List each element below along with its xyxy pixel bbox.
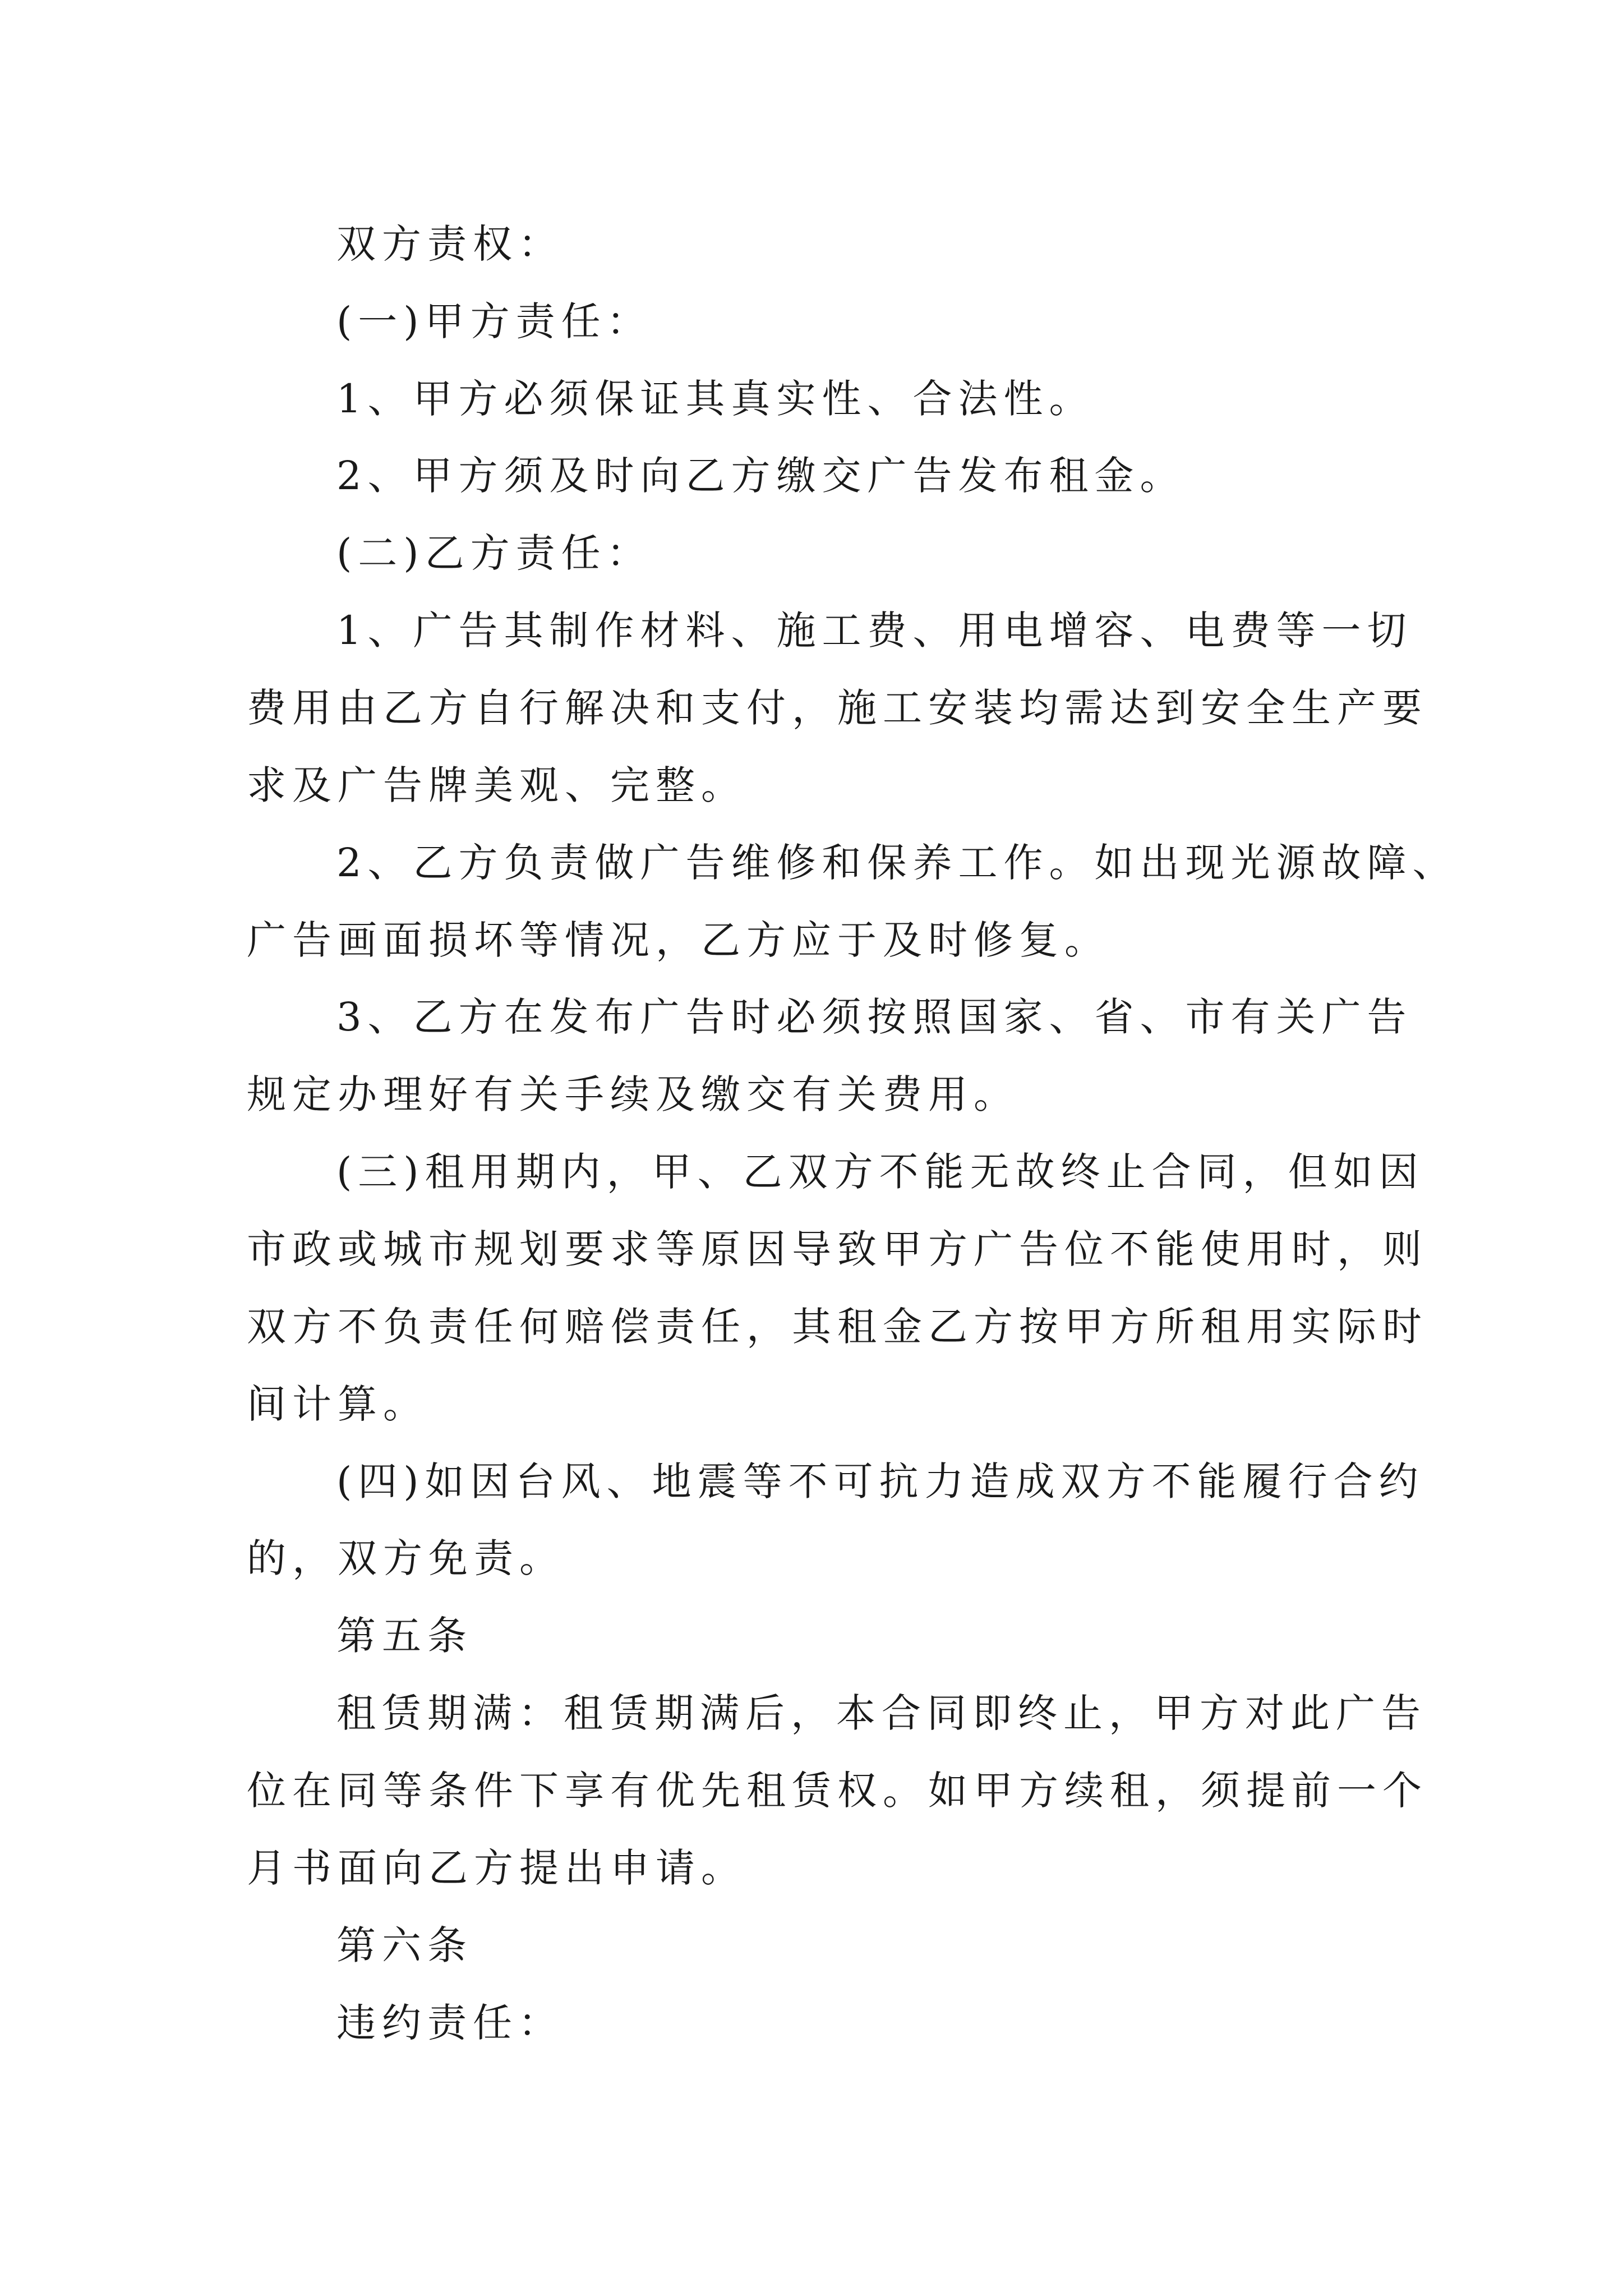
paragraph-line: 位在同等条件下享有优先租赁权。如甲方续租，须提前一个: [247, 1768, 1428, 1814]
paragraph-line: 的，双方免责。: [247, 1535, 565, 1581]
paragraph-line: 规定办理好有关手续及缴交有关费用。: [247, 1071, 1019, 1117]
heading-breach-liability: 违约责任：: [336, 2000, 564, 2046]
paragraph-line: 1、广告其制作材料、施工费、用电增容、电费等一切: [336, 608, 1413, 654]
paragraph-line: 费用由乙方自行解决和支付，施工安装均需达到安全生产要: [247, 685, 1428, 731]
paragraph-line: 2、乙方负责做广告维修和保养工作。如出现光源故障、: [336, 840, 1458, 886]
paragraph-line: (四)如因台风、地震等不可抗力造成双方不能履行合约: [336, 1458, 1424, 1504]
paragraph-line: 广告画面损坏等情况，乙方应于及时修复。: [247, 917, 1110, 963]
paragraph-line: (三)租用期内，甲、乙双方不能无故终止合同，但如因: [336, 1149, 1424, 1195]
paragraph-line: 1、甲方必须保证其真实性、合法性。: [336, 376, 1095, 422]
article-heading-six: 第六条: [336, 1922, 473, 1968]
paragraph-line: 双方不负责任何赔偿责任，其租金乙方按甲方所租用实际时: [247, 1304, 1428, 1350]
paragraph-line: 月书面向乙方提出申请。: [247, 1845, 746, 1891]
paragraph-line: 求及广告牌美观、完整。: [247, 762, 746, 808]
heading-party-b-responsibilities: (二)乙方责任：: [336, 530, 652, 576]
heading-mutual-responsibilities: 双方责权：: [336, 221, 564, 267]
paragraph-line: 市政或城市规划要求等原因导致甲方广告位不能使用时，则: [247, 1226, 1428, 1272]
paragraph-line: 2、甲方须及时向乙方缴交广告发布租金。: [336, 453, 1186, 499]
article-heading-five: 第五条: [336, 1613, 473, 1659]
paragraph-line: 租赁期满：租赁期满后，本合同即终止，甲方对此广告: [336, 1690, 1427, 1736]
paragraph-line: 间计算。: [247, 1381, 428, 1427]
paragraph-line: 3、乙方在发布广告时必须按照国家、省、市有关广告: [336, 994, 1413, 1040]
heading-party-a-responsibilities: (一)甲方责任：: [336, 298, 652, 344]
